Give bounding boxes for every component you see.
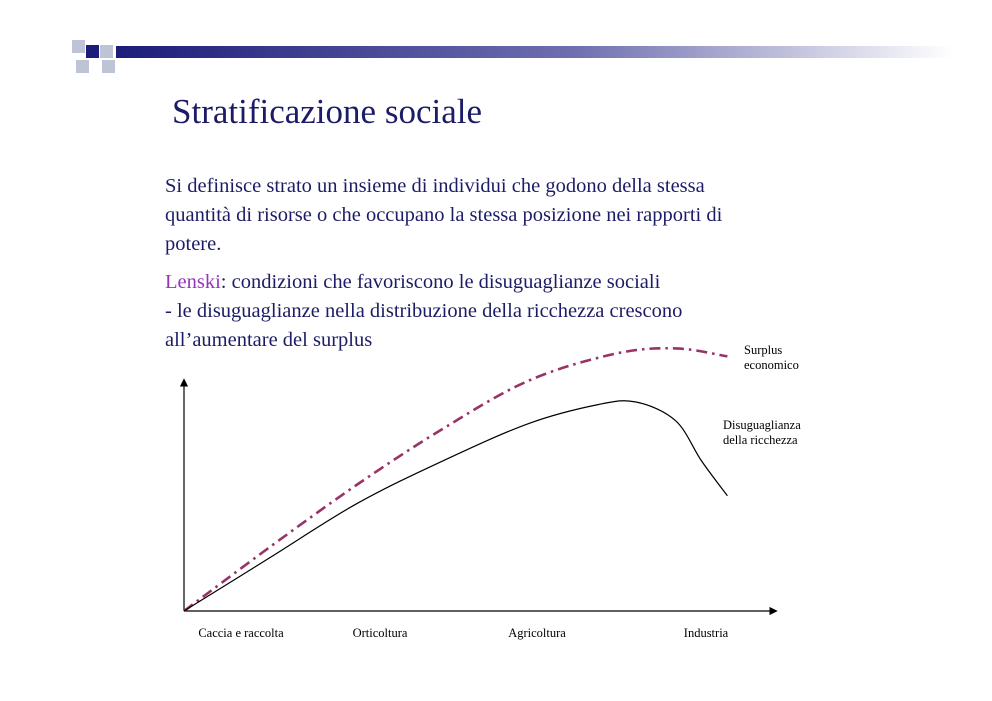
- slide-title: Stratificazione sociale: [172, 92, 482, 131]
- series-label: Surplus: [744, 343, 783, 357]
- x-tick-label: Caccia e raccolta: [198, 626, 284, 640]
- x-tick-label: Orticoltura: [352, 626, 408, 640]
- series-label: economico: [744, 358, 799, 372]
- series-label: della ricchezza: [723, 433, 798, 447]
- inequality-line: [184, 401, 727, 611]
- lenski-line: all’aumentare del surplus: [165, 329, 373, 351]
- series-label: Disuguaglianza: [723, 418, 801, 432]
- definition-line: quantità di risorse o che occupano la stessa posizione nei rapporti di: [165, 204, 723, 226]
- x-tick-label: Agricoltura: [508, 626, 566, 640]
- definition-line: potere.: [165, 233, 222, 255]
- lenski-line: - le disuguaglianze nella distribuzione della ricchezza crescono: [165, 300, 683, 322]
- surplus-line: [184, 348, 727, 611]
- x-tick-label: Industria: [683, 626, 729, 640]
- lenski-statement: : condizioni che favoriscono le disuguaglianze sociali: [220, 271, 661, 293]
- lenski-name: Lenski: [165, 271, 221, 293]
- definition-line: Si definisce strato un insieme di individui che godono della stessa: [165, 175, 705, 197]
